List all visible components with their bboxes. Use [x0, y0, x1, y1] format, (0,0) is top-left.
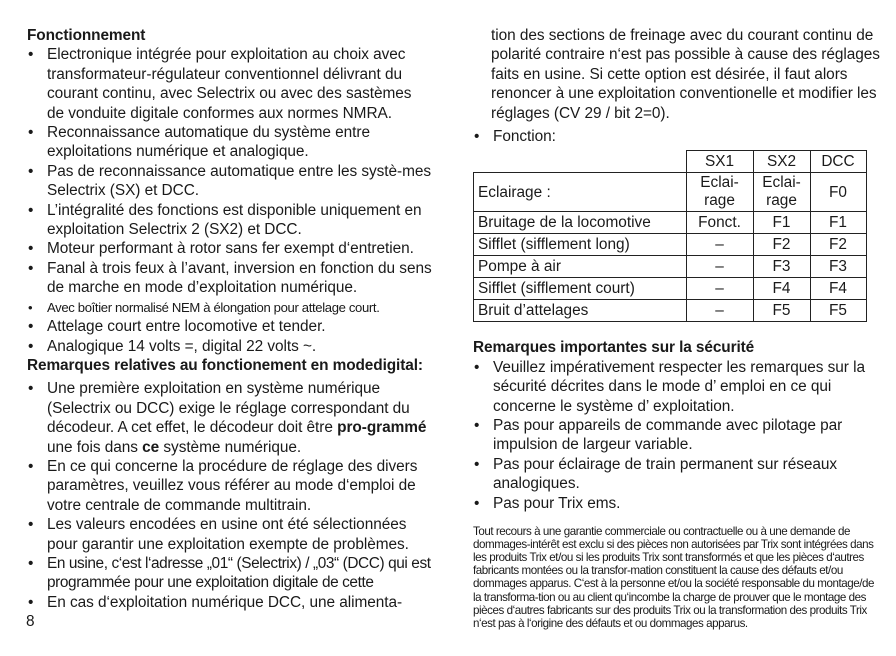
right-column — [473, 26, 883, 630]
table-cell: F4 — [810, 278, 866, 300]
table-cell: – — [686, 256, 753, 278]
bullet-icon: • — [28, 201, 34, 219]
bullet-icon: • — [28, 124, 34, 142]
table-cell: Bruit d’attelages — [474, 300, 687, 322]
function-list — [473, 127, 883, 146]
list-item: • Pas de reconnaissance automatique entre les systè-mes Selectrix (SX) et DCC. — [28, 162, 432, 200]
bullet-icon: • — [474, 494, 480, 512]
table-row — [474, 300, 867, 322]
table-header-cell: SX1 — [686, 151, 753, 173]
bullet-icon: • — [28, 380, 34, 398]
section-title-fonctionnement: Fonctionnement — [27, 27, 146, 44]
table-cell: – — [686, 300, 753, 322]
function-table — [473, 150, 867, 322]
table-row — [474, 212, 867, 234]
table-cell: F3 — [753, 256, 810, 278]
bullet-icon: • — [28, 457, 34, 475]
table-cell: – — [686, 278, 753, 300]
bullet-icon: • — [474, 128, 480, 146]
bullet-icon: • — [28, 240, 34, 258]
list-item: • Pas pour appareils de commande avec pilotage par impulsion de largeur variable. — [474, 417, 843, 454]
list-item: • Fanal à trois feux à l’avant, inversion en fonction du sens de marche en mode d’exploitation numérique. — [28, 259, 432, 297]
table-cell: Eclairage : — [474, 173, 687, 212]
bullet-icon: • — [28, 516, 34, 534]
table-cell: F2 — [753, 234, 810, 256]
table-row — [474, 173, 867, 212]
table-cell: F1 — [753, 212, 810, 234]
table-cell: Pompe à air — [474, 256, 687, 278]
features-list — [27, 45, 432, 356]
list-item: • Veuillez impérativement respecter les remarques sur la sécurité décrites dans le mode d’ emploi en ce qui concerne le système d’ exploitation. — [474, 358, 865, 415]
section-title-digital-remarks: Remarques relatives au fonctionement en modedigital: — [27, 356, 423, 374]
table-cell: F2 — [810, 234, 866, 256]
table-row — [474, 234, 867, 256]
table-header-cell: DCC — [810, 151, 866, 173]
list-item: • Attelage court entre locomotive et tender. — [28, 318, 326, 336]
table-row — [474, 256, 867, 278]
table-header-row — [474, 151, 867, 173]
list-item: • En cas d‘exploitation numérique DCC, une alimenta- — [28, 593, 403, 611]
bullet-icon: • — [28, 259, 34, 277]
list-item: • Fonction: — [474, 128, 556, 146]
table-cell: F4 — [753, 278, 810, 300]
list-item: • Pas pour Trix ems. — [474, 494, 621, 512]
table-cell: – — [686, 234, 753, 256]
table-cell: Eclai-rage — [686, 173, 753, 212]
list-item: • Avec boîtier normalisé NEM à élongation pour attelage court. — [27, 298, 432, 317]
bullet-icon: • — [474, 417, 480, 435]
table-cell: F0 — [810, 173, 866, 212]
digital-remarks-list — [27, 379, 432, 612]
bullet-icon: • — [28, 46, 34, 64]
table-cell: F5 — [753, 300, 810, 322]
list-item: • En ce qui concerne la procédure de réglage des divers paramètres, veuillez vous référer au mode d‘emploi de votre centrale de commande multitrain. — [28, 457, 418, 514]
safety-list — [473, 358, 883, 513]
list-item: • Electronique intégrée pour exploitation au choix avec transformateur-régulateur conventionnel délivrant du courant continu, avec Selectrix ou avec des sastèmes de vonduite digitale conformes aux normes NMRA. — [28, 46, 412, 122]
bullet-icon: • — [28, 337, 34, 355]
table-cell: F3 — [810, 256, 866, 278]
left-column — [27, 26, 432, 612]
bullet-icon: • — [474, 455, 480, 473]
list-item: • En usine, c‘est l‘adresse „01“ (Selectrix) / „03“ (DCC) qui est programmée pour une exploitation digitale de cette — [28, 554, 431, 592]
table-header-cell: SX2 — [753, 151, 810, 173]
continued-paragraph: tion des sections de freinage avec du courant continu de polarité contraire n‘est pas possible à cause des réglages faits en usine. Si cette option est désirée, il faut alors renoncer à une exploitation conventionelle et modifier les réglages (CV 29 / bit 2=0). — [491, 27, 880, 122]
table-cell: Fonct. — [686, 212, 753, 234]
bullet-icon: • — [28, 318, 34, 336]
page-number: 8 — [26, 613, 35, 630]
bullet-icon: • — [28, 162, 34, 180]
table-cell: Bruitage de la locomotive — [474, 212, 687, 234]
table-cell: F1 — [810, 212, 866, 234]
list-item: • L’intégralité des fonctions est disponible uniquement en exploitation Selectrix 2 (SX2) et DCC. — [28, 201, 422, 239]
table-cell: Sifflet (sifflement court) — [474, 278, 687, 300]
bullet-icon: • — [474, 358, 480, 376]
list-item: • Une première exploitation en système numérique (Selectrix ou DCC) exige le réglage correspondant du décodeur. A cet effet, le décodeur doit être pro-grammé une fois dans ce système numérique. — [28, 380, 427, 456]
bullet-icon: • — [28, 593, 34, 611]
section-title-safety: Remarques importantes sur la sécurité — [473, 339, 755, 357]
list-item: • Moteur performant à rotor sans fer exempt d‘entretien. — [28, 240, 414, 258]
list-item: • Reconnaissance automatique du système entre exploitations numérique et analogique. — [28, 124, 370, 161]
list-item: • Les valeurs encodées en usine ont été sélectionnées pour garantir une exploitation exempte de problèmes. — [28, 516, 409, 553]
table-cell: Sifflet (sifflement long) — [474, 234, 687, 256]
bullet-icon: • — [28, 299, 33, 315]
list-item: • Pas pour éclairage de train permanent sur réseaux analogiques. — [474, 455, 838, 493]
table-cell: F5 — [810, 300, 866, 322]
table-cell: Eclai-rage — [753, 173, 810, 212]
warranty-footnote: Tout recours à une garantie commerciale ou contractuelle ou à une demande de dommages-intérêt est exclu si des pièces non autorisées par Trix sont intégrées dans les produits Trix et/ou si les produits Trix sont transformés et que les pièces d‘autres fabricants montées ou la transfor-mation constituent la cause des défauts et/ou dommages apparus. C‘est à la personne et/ou la société responsable du montage/de la transforma-tion ou au client qu‘incombe la charge de prouver que le montage des pièces d‘autres fabricants sur des produits Trix ou la transformation des produits Trix n‘est pas à l‘origine des défauts et ou dommages apparus. — [473, 525, 874, 630]
table-header-cell — [474, 151, 687, 173]
bullet-icon: • — [28, 554, 33, 572]
list-item: • Analogique 14 volts =, digital 22 volts ~. — [28, 337, 317, 355]
table-row — [474, 278, 867, 300]
